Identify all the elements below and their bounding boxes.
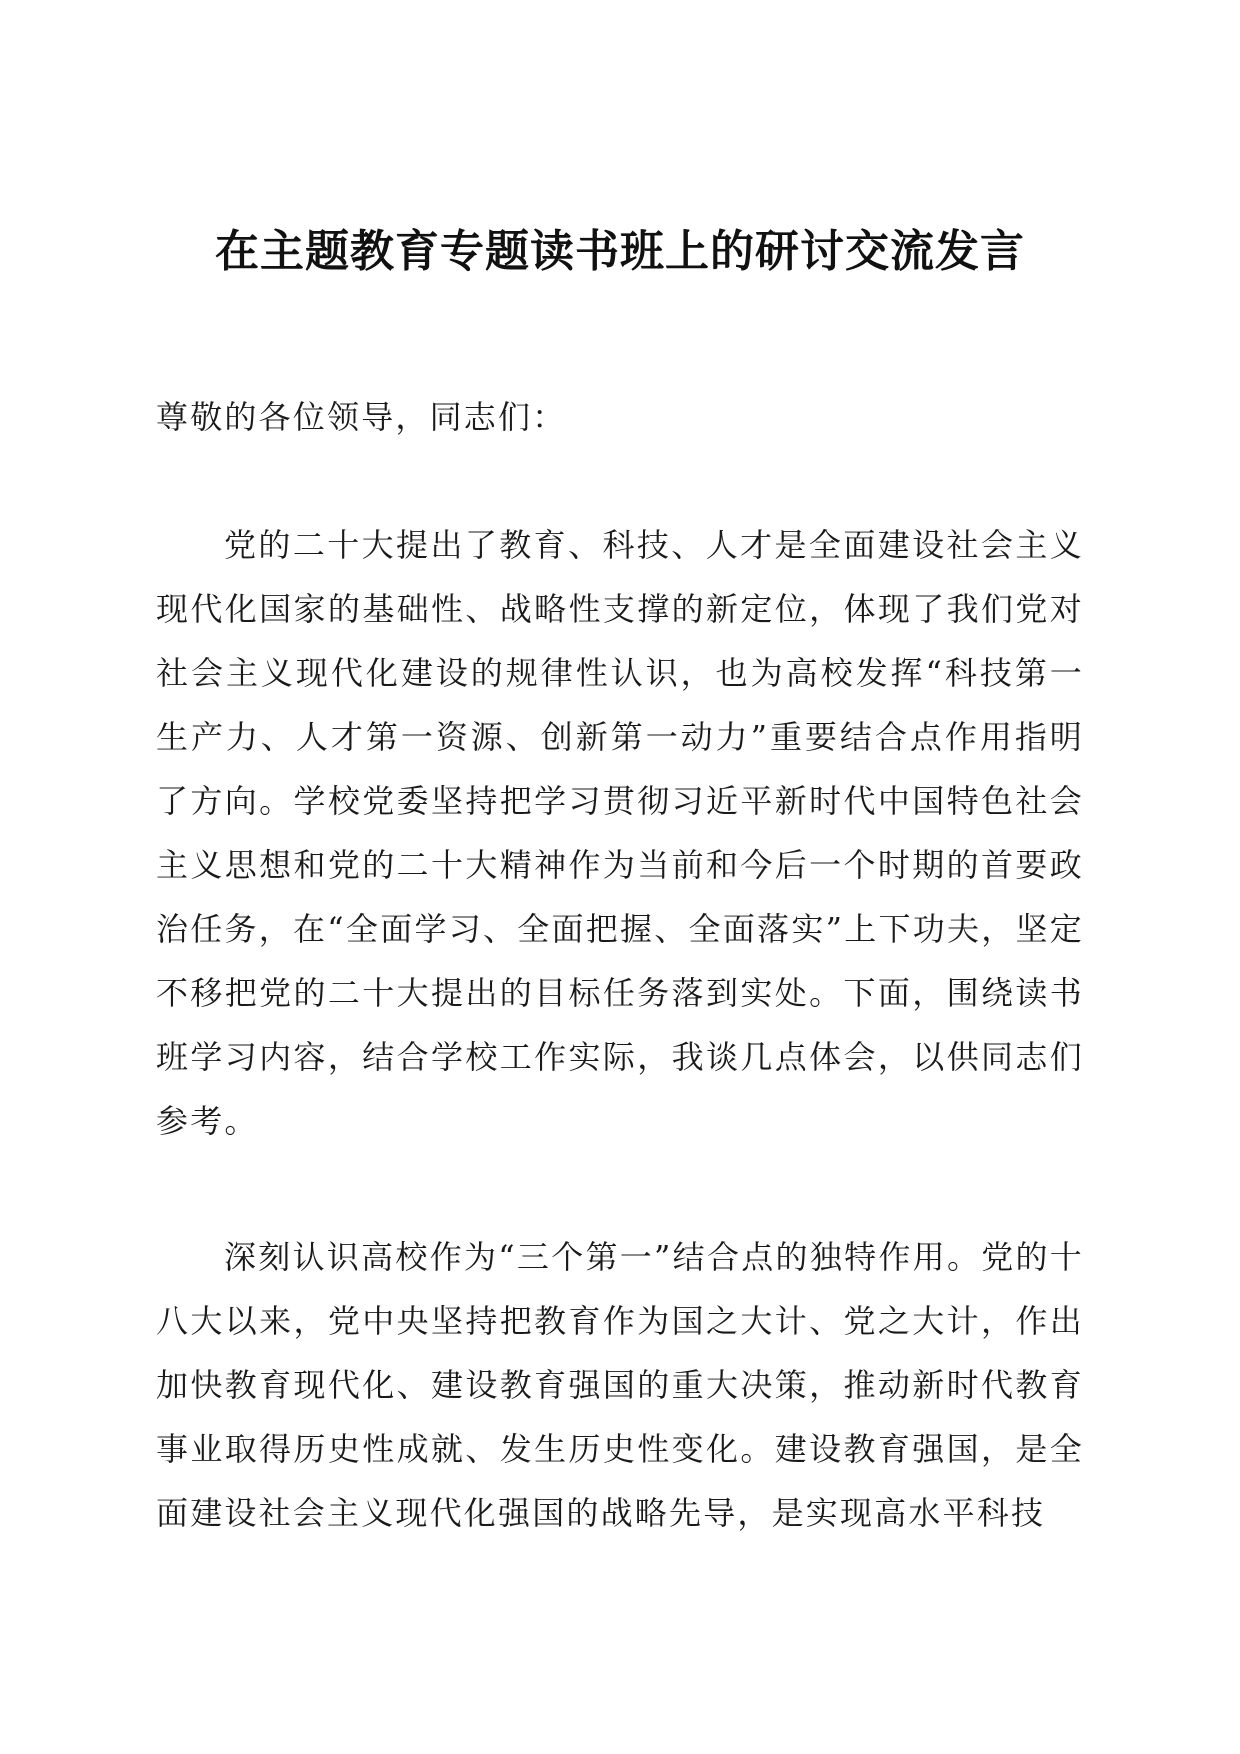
document-title: 在主题教育专题读书班上的研讨交流发言 [215,226,1025,277]
salutation: 尊敬的各位领导，同志们： [156,398,567,436]
paragraph-1: 党的二十大提出了教育、科技、人才是全面建设社会主义现代化国家的基础性、战略性支撑的新定位，体现了我们党对社会主义现代化建设的规律性认识，也为高校发挥“科技第一生产力、人才第一资源、创新第一动力”重要结合点作用指明了方向。学校党委坚持把学习贯彻习近平新时代中国特色社会主义思想和党的二十大精神作为当前和今后一个时期的首要政治任务，在“全面学习、全面把握、全面落实”上下功夫，坚定不移把党的二十大提出的目标任务落到实处。下面，围绕读书班学习内容，结合学校工作实际，我谈几点体会，以供同志们参考。 [156,526,1084,1140]
paragraph-2: 深刻认识高校作为“三个第一”结合点的独特作用。党的十八大以来，党中央坚持把教育作为国之大计、党之大计，作出加快教育现代化、建设教育强国的重大决策，推动新时代教育事业取得历史性成就、发生历史性变化。建设教育强国，是全面建设社会主义现代化强国的战略先导，是实现高水平科技 [156,1238,1084,1532]
